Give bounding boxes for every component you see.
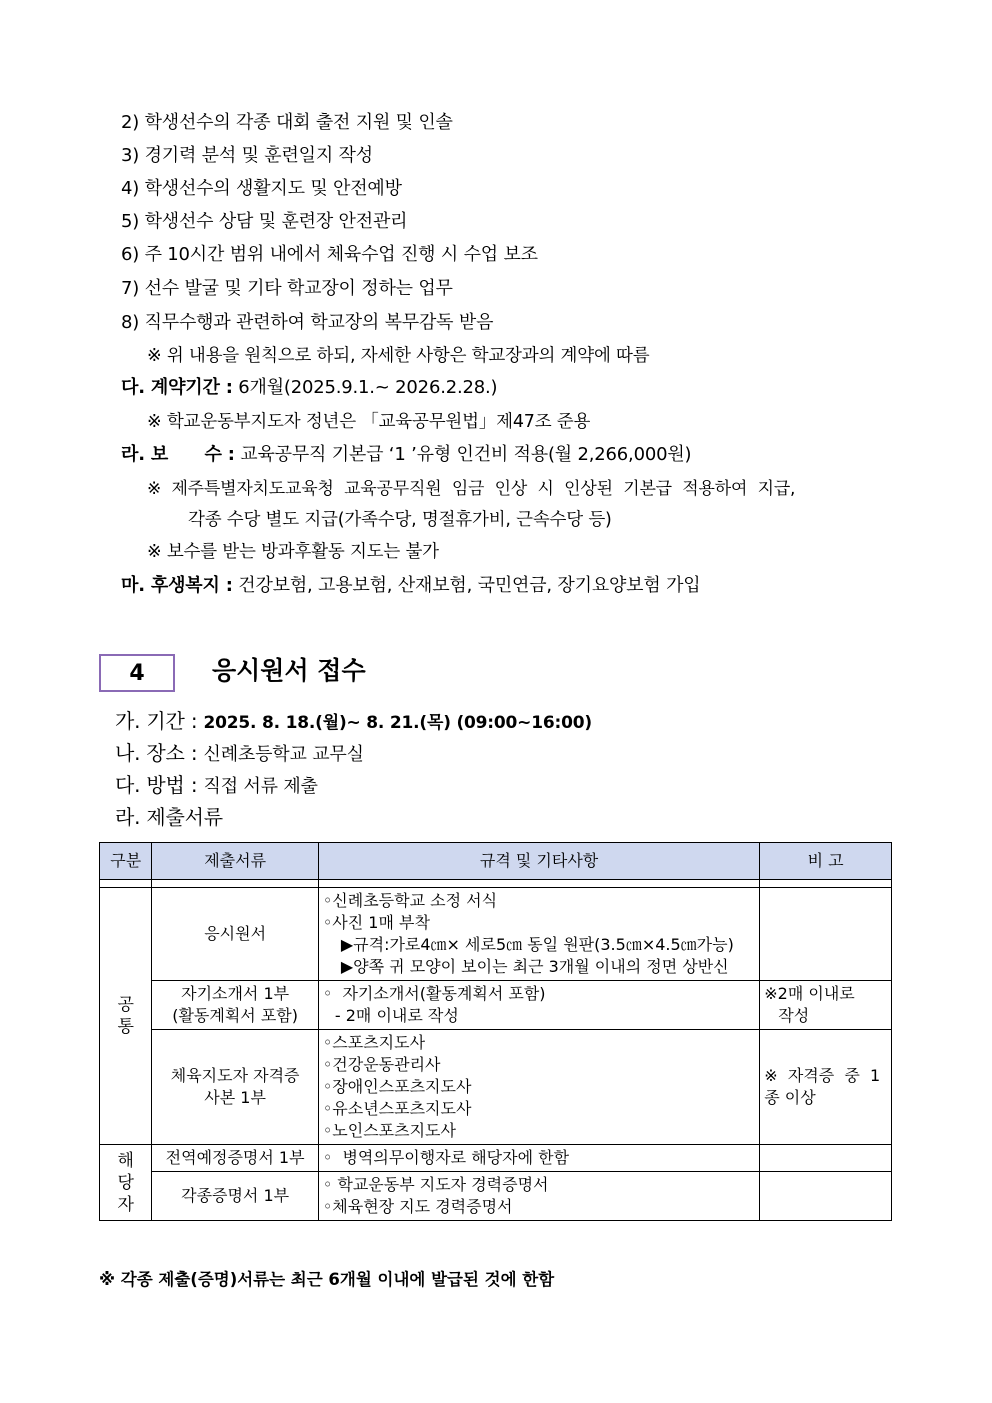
pay-value: 교육공무직 기본급 ‘1 ’유형 인건비 적용(월 2,266,000원): [240, 444, 692, 465]
spec-line: ◦장애인스포츠지도사: [322, 1077, 472, 1096]
note-line: ※ 자격증 중 1: [764, 1066, 881, 1085]
documents-item: [115, 804, 223, 830]
doc-line: 자기소개서 1부: [181, 984, 290, 1003]
spec-line: ◦사진 1매 부착: [322, 913, 430, 932]
note-application: [760, 888, 892, 981]
doc-line: 사본 1부: [204, 1088, 266, 1107]
method-item: [115, 772, 318, 800]
period-value: 2025. 8. 18.(월)~ 8. 21.(목) (09:00~16:00): [203, 713, 592, 733]
pay-label: 라. 보 수 :: [121, 444, 235, 465]
period-item: [115, 708, 592, 736]
doc-line: (활동계획서 포함): [172, 1006, 298, 1025]
duty-item: 3) 경기력 분석 및 훈련일지 작성: [121, 145, 373, 166]
place-label: 나. 장소 :: [115, 741, 198, 765]
table-row: [100, 1030, 892, 1145]
duty-item: 4) 학생선수의 생활지도 및 안전예방: [121, 178, 402, 199]
pay-note-1b: 각종 수당 별도 지급(가족수당, 명절휴가비, 근속수당 등): [188, 510, 612, 530]
spec-line: ◦체육현장 지도 경력증명서: [322, 1197, 513, 1216]
contract-label: 다. 계약기간 :: [121, 377, 233, 398]
doc-license: [152, 1030, 318, 1145]
documents-label: 라. 제출서류: [115, 805, 223, 829]
duty-item: 5) 학생선수 상담 및 훈련장 안전관리: [121, 211, 408, 232]
table-header-row: [100, 843, 892, 880]
method-label: 다. 방법 :: [115, 773, 198, 797]
duties-note: ※ 위 내용을 원칙으로 하되, 자세한 사항은 학교장과의 계약에 따름: [147, 346, 650, 366]
welfare-value: 건강보험, 고용보험, 산재보험, 국민연금, 장기요양보험 가입: [238, 575, 701, 596]
period-label: 가. 기간 :: [115, 709, 198, 733]
doc-certificates: 각종증명서 1부: [152, 1172, 318, 1221]
spec-license: [318, 1030, 759, 1145]
note-line: 작성: [778, 1006, 810, 1025]
group-common: 공 통: [100, 888, 152, 1145]
pay-note-1a: ※ 제주특별자치도교육청 교육공무직원 임금 인상 시 인상된 기본급 적용하여 지급,: [147, 479, 796, 499]
duty-item: 2) 학생선수의 각종 대회 출전 지원 및 인솔: [121, 112, 453, 133]
header-category: 구분: [100, 843, 152, 880]
pay: [121, 444, 691, 466]
spec-line: ◦신례초등학교 소정 서식: [322, 891, 498, 910]
contract-value: 6개월(2025.9.1.~ 2026.2.28.): [238, 377, 498, 398]
spec-line: ◦건강운동관리사: [322, 1055, 441, 1074]
header-spec: 규격 및 기타사항: [318, 843, 759, 880]
place-item: [115, 740, 364, 768]
doc-self-intro: [152, 981, 318, 1030]
table-row: [100, 981, 892, 1030]
note-discharge: [760, 1145, 892, 1172]
table-row: [100, 1145, 892, 1172]
group-applicable: 해 당 자: [100, 1145, 152, 1221]
note-license: [760, 1030, 892, 1145]
note-line: 종 이상: [764, 1088, 816, 1107]
doc-application: 응시원서: [152, 888, 318, 981]
duty-item: 6) 주 10시간 범위 내에서 체육수업 진행 시 수업 보조: [121, 244, 538, 265]
duty-item: 8) 직무수행과 관련하여 학교장의 복무감독 받음: [121, 312, 494, 333]
table-row: [100, 888, 892, 981]
pay-note-2: ※ 보수를 받는 방과후활동 지도는 불가: [147, 542, 439, 562]
table-row: [100, 1172, 892, 1221]
spec-discharge: ◦ 병역의무이행자로 해당자에 한함: [318, 1145, 759, 1172]
spec-line: ◦ 학교운동부 지도자 경력증명서: [322, 1175, 549, 1194]
spec-line: ◦ 자기소개서(활동계획서 포함): [322, 984, 546, 1003]
doc-line: 체육지도자 자격증: [170, 1066, 300, 1085]
section-number-box: 4: [99, 654, 175, 692]
method-value: 직접 서류 제출: [203, 776, 318, 797]
doc-discharge: 전역예정증명서 1부: [152, 1145, 318, 1172]
documents-table: [99, 842, 892, 1221]
spec-certificates: [318, 1172, 759, 1221]
contract-period: [121, 377, 497, 399]
spec-line: ◦노인스포츠지도사: [322, 1121, 456, 1140]
spec-application: [318, 888, 759, 981]
note-certificates: [760, 1172, 892, 1221]
spec-line: - 2매 이내로 작성: [334, 1006, 459, 1025]
spec-line: ▶규격:가로4㎝× 세로5㎝ 동일 원판(3.5㎝×4.5㎝가능): [340, 935, 734, 954]
spec-line: ◦스포츠지도사: [322, 1033, 426, 1052]
contract-note: ※ 학교운동부지도자 정년은 「교육공무원법」제47조 준용: [147, 412, 591, 432]
note-line: ※2매 이내로: [764, 984, 855, 1003]
section-title: 응시원서 접수: [212, 656, 366, 685]
spec-line: ◦유소년스포츠지도사: [322, 1099, 472, 1118]
header-note: 비 고: [760, 843, 892, 880]
header-document: 제출서류: [152, 843, 318, 880]
spec-self-intro: [318, 981, 759, 1030]
duty-item: 7) 선수 발굴 및 기타 학교장이 정하는 업무: [121, 278, 453, 299]
note-self-intro: [760, 981, 892, 1030]
place-value: 신례초등학교 교무실: [203, 744, 364, 765]
spec-line: ▶양쪽 귀 모양이 보이는 최근 3개월 이내의 정면 상반신: [340, 957, 729, 976]
footnote: ※ 각종 제출(증명)서류는 최근 6개월 이내에 발급된 것에 한함: [99, 1270, 555, 1289]
welfare: [121, 575, 700, 597]
welfare-label: 마. 후생복지 :: [121, 575, 233, 596]
